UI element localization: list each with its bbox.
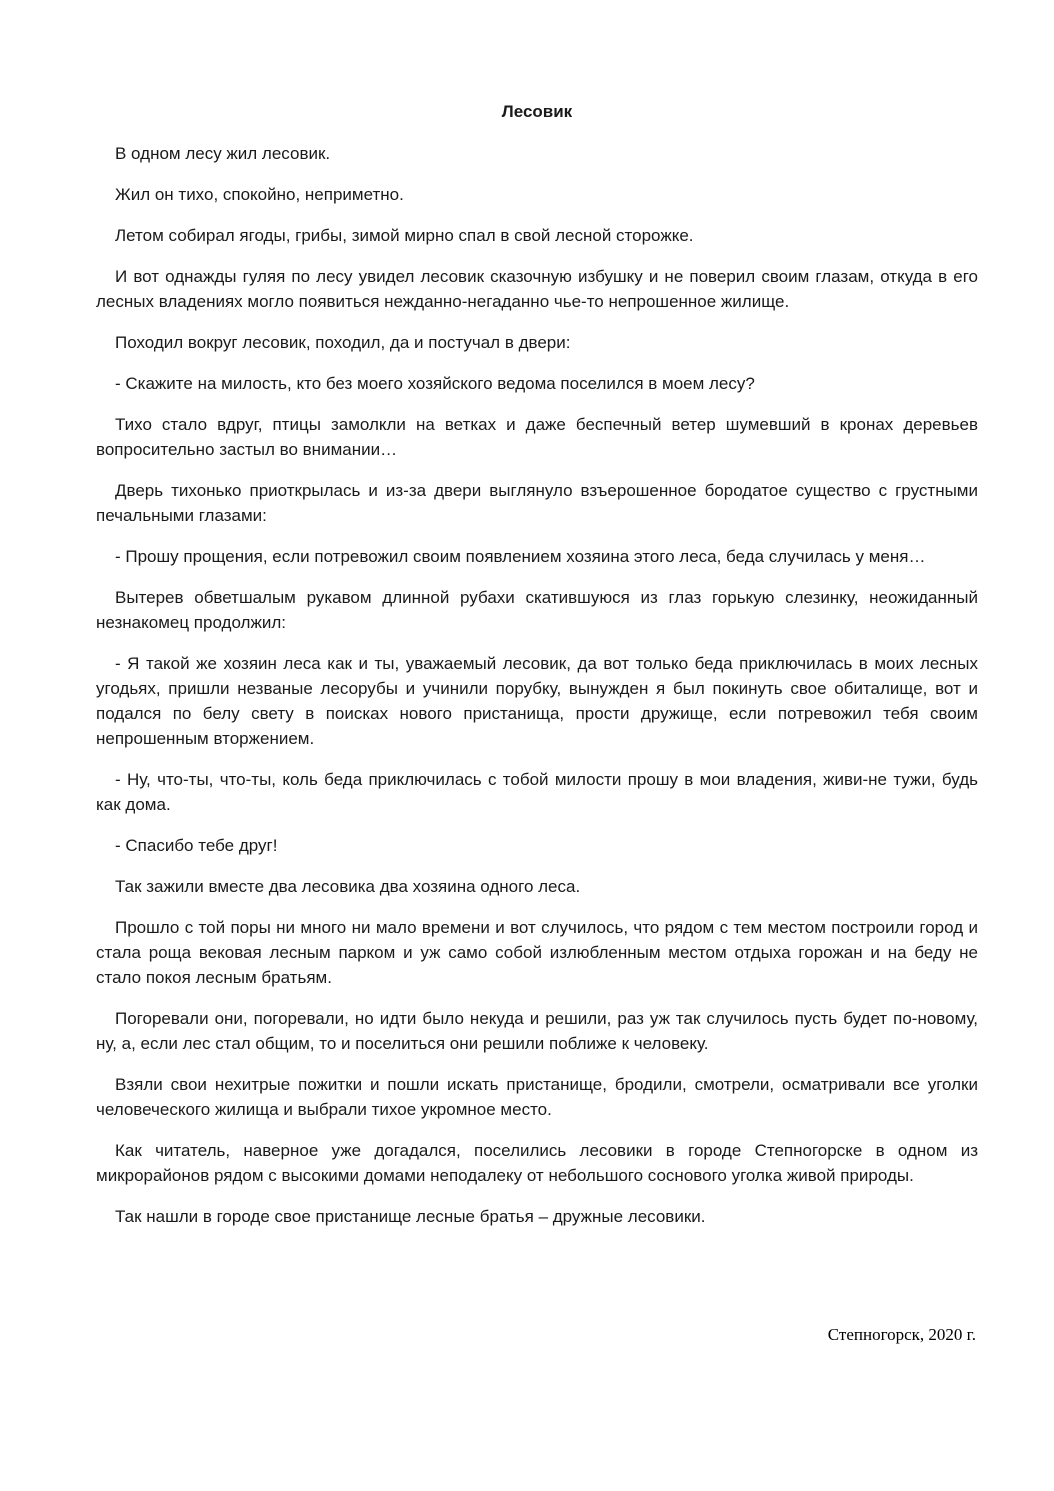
paragraph: Летом собирал ягоды, грибы, зимой мирно спал в свой лесной сторожке. xyxy=(115,226,694,245)
paragraph: - Скажите на милость, кто без моего хозяйского ведома поселился в моем лесу? xyxy=(115,374,755,393)
paragraph: Так нашли в городе свое пристанище лесные братья – дружные лесовики. xyxy=(115,1207,706,1226)
paragraph: Погоревали они, погоревали, но идти было некуда и решили, раз уж так случилось пусть будет по-новому, ну, а, если лес стал общим, то и поселиться они решили поближе к человеку. xyxy=(96,1009,978,1053)
paragraph: И вот однажды гуляя по лесу увидел лесовик сказочную избушку и не поверил своим глазам, откуда в его лесных владениях могло появиться нежданно-негаданно чье-то непрошенное жилище. xyxy=(96,267,978,311)
paragraph: Как читатель, наверное уже догадался, поселились лесовики в городе Степногорске в одном из микрорайонов рядом с высокими домами неподалеку от небольшого соснового уголка живой природы. xyxy=(96,1141,978,1185)
document-signature: Степногорск, 2020 г. xyxy=(827,1325,976,1344)
paragraph: Прошло с той поры ни много ни мало времени и вот случилось, что рядом с тем местом построили город и стала роща вековая лесным парком и уж само собой излюбленным местом отдыха горожан и на беду не стало покоя лесным братьям. xyxy=(96,918,978,987)
paragraph: - Спасибо тебе друг! xyxy=(115,836,278,855)
paragraph: - Я такой же хозяин леса как и ты, уважаемый лесовик, да вот только беда приключилась в моих лесных угодьях, пришли незваные лесорубы и учинили порубку, вынужден я был покинуть свое обиталище, вот и подался по белу свету в поисках нового пристанища, прости дружище, если потревожил тебя своим непрошенным вторжением. xyxy=(96,654,978,748)
paragraph: В одном лесу жил лесовик. xyxy=(115,144,331,163)
paragraph: Вытерев обветшалым рукавом длинной рубахи скатившуюся из глаз горькую слезинку, неожиданный незнакомец продолжил: xyxy=(96,588,978,632)
paragraph: Взяли свои нехитрые пожитки и пошли искать пристанище, бродили, смотрели, осматривали все уголки человеческого жилища и выбрали тихое укромное место. xyxy=(96,1075,978,1119)
document-title: Лесовик xyxy=(501,102,573,121)
paragraph: Дверь тихонько приоткрылась и из-за двери выглянуло взъерошенное бородатое существо с грустными печальными глазами: xyxy=(96,481,978,525)
paragraph: - Ну, что-ты, что-ты, коль беда приключилась с тобой милости прошу в мои владения, живи-не тужи, будь как дома. xyxy=(96,770,978,814)
paragraph: Так зажили вместе два лесовика два хозяина одного леса. xyxy=(115,877,581,896)
paragraph: - Прошу прощения, если потревожил своим появлением хозяина этого леса, беда случилась у меня… xyxy=(115,547,926,566)
paragraph: Жил он тихо, спокойно, неприметно. xyxy=(115,185,404,204)
paragraph: Тихо стало вдруг, птицы замолкли на ветках и даже беспечный ветер шумевший в кронах деревьев вопросительно застыл во внимании… xyxy=(96,415,978,459)
paragraph: Походил вокруг лесовик, походил, да и постучал в двери: xyxy=(115,333,571,352)
